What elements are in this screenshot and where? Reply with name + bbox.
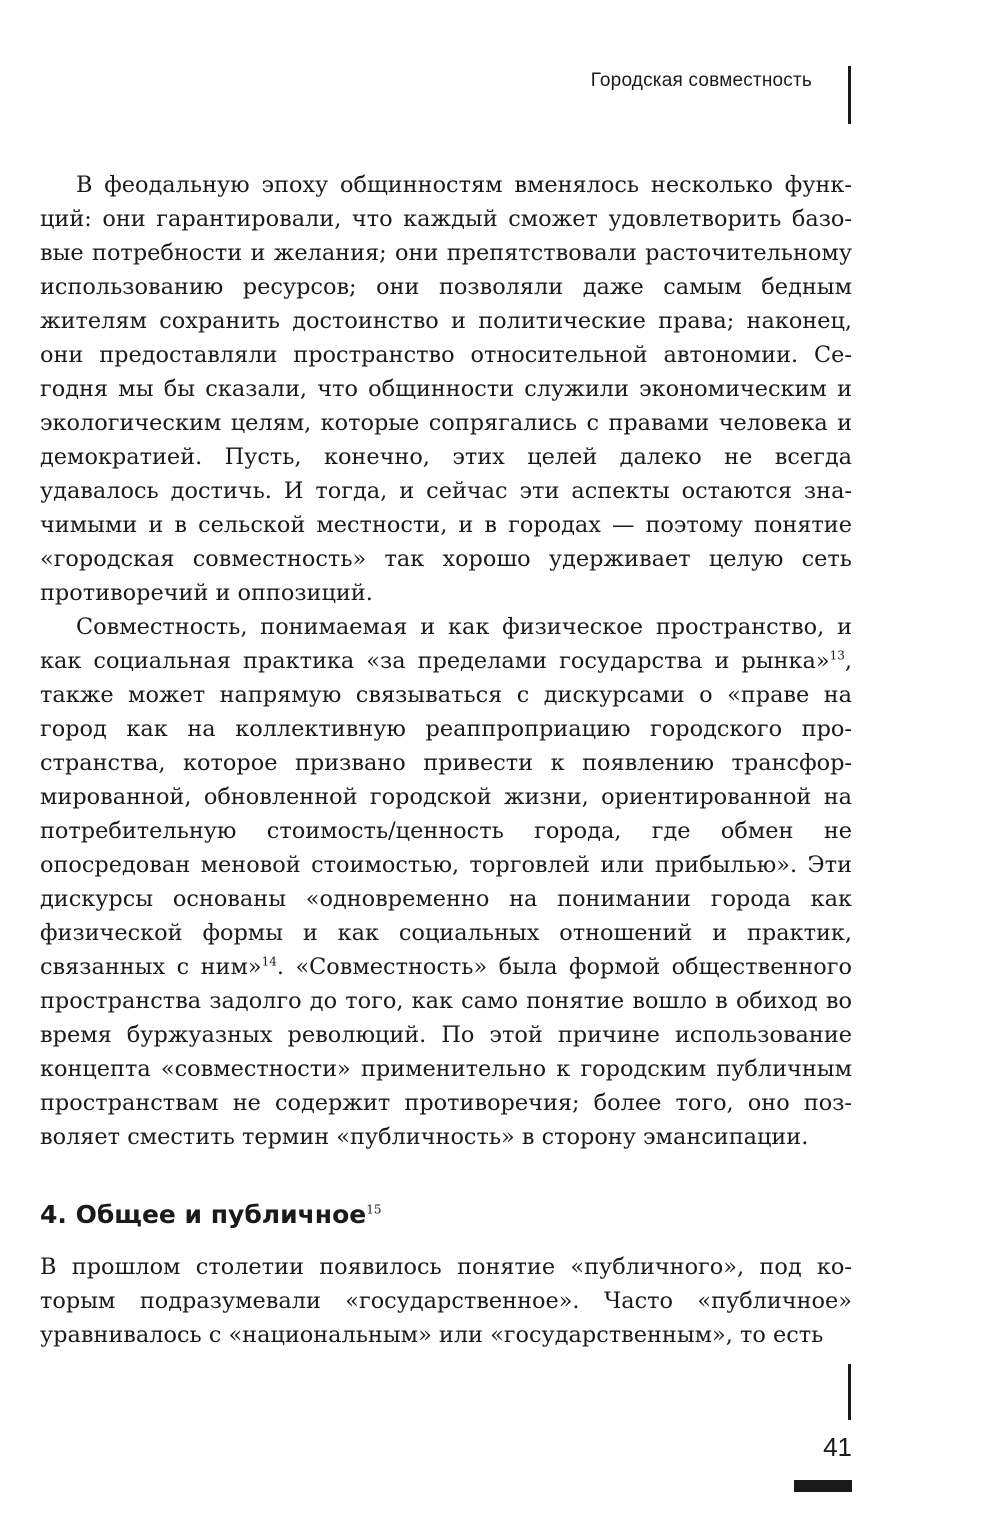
paragraph-2-part-a: Совместность, понимаемая и как физическое пространство, и как социальная практика «за пределами государства и рынка» bbox=[40, 614, 852, 674]
running-head-title: Городская совместность bbox=[590, 70, 812, 91]
page-body bbox=[40, 168, 852, 1352]
footnote-ref-15: 15 bbox=[366, 1202, 382, 1217]
footnote-ref-13: 13 bbox=[829, 648, 845, 663]
footer-bar bbox=[794, 1480, 852, 1492]
paragraph-3: В прошлом столетии появилось понятие «публичного», под которым подразумевали «государственное». Часто «публичное» уравнивалось с «национальным» или «государственным», то есть bbox=[40, 1254, 852, 1348]
page-number: 41 bbox=[823, 1432, 852, 1462]
section-heading bbox=[40, 1198, 852, 1232]
footer-vertical-rule bbox=[848, 1364, 851, 1420]
header-vertical-rule bbox=[848, 66, 851, 124]
paragraph-2-part-c: . «Совместность» была формой общественного пространства задолго до того, как само понятие вошло в обиход во время буржуазных революций. По этой причине использование концепта «совместности» применительно к городским публичным пространствам не содержит противоречия; более того, оно позволяет сместить термин «публичность» в сторону эмансипации. bbox=[40, 954, 852, 1150]
paragraph-1: В феодальную эпоху общинностям вменялось несколько функций: они гарантировали, что каждый сможет удовлетворить базовые потребности и желания; они препятствовали расточительному использованию ресурсов; они позволяли даже самым бедным жителям сохранить достоинство и политические права; наконец, они предоставляли пространство относительной автономии. Сегодня мы бы сказали, что общинности служили экономическим и экологическим целям, которые сопрягались с правами человека и демократией. Пусть, конечно, этих целей далеко не всегда удавалось достичь. И тогда, и сейчас эти аспекты остаются значимыми и в сельской местности, и в городах — поэтому понятие «городская совместность» так хорошо удерживает целую сеть противоречий и оппозиций. bbox=[40, 172, 852, 606]
paragraph-2-part-b: , также может напрямую связываться с дискурсами о «праве на город как на коллективную реаппроприацию городского пространства, которое призвано привести к появлению трансформированной, обновленной городской жизни, ориентированной на потребительную стоимость/ценность города, где обмен не опосредован меновой стоимостью, торговлей или прибылью». Эти дискурсы основаны «одновременно на понимании города как физической формы и как социальных отношений и практик, связанных с ним» bbox=[40, 648, 852, 980]
paragraph-2 bbox=[40, 610, 852, 1154]
section-heading-text: 4. Общее и публичное bbox=[40, 1200, 367, 1229]
footnote-ref-14: 14 bbox=[261, 954, 277, 969]
